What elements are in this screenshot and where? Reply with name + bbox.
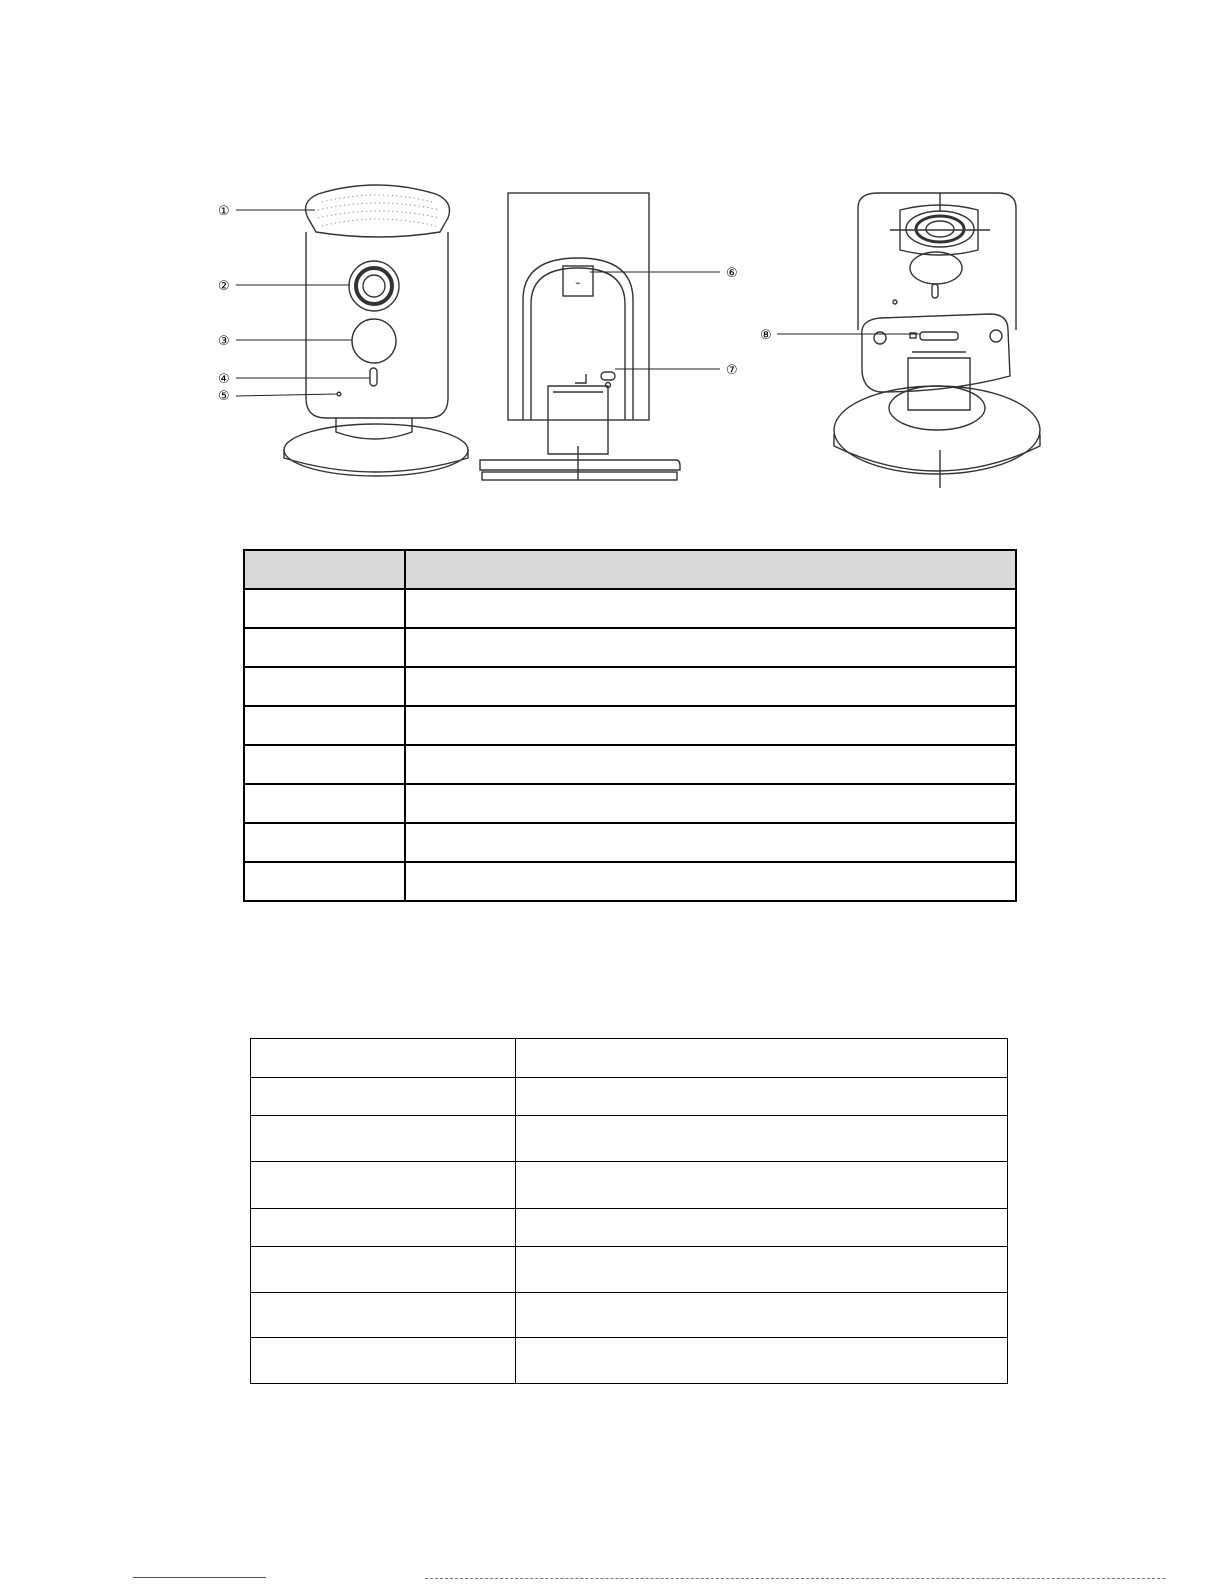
table-cell	[405, 745, 1016, 784]
table-cell	[405, 862, 1016, 901]
header-cell	[244, 550, 405, 589]
table-cell	[244, 667, 405, 706]
table-cell	[251, 1078, 516, 1116]
table-cell	[244, 589, 405, 628]
table-row	[251, 1039, 1008, 1078]
table-cell	[405, 784, 1016, 823]
table-row	[251, 1209, 1008, 1247]
callout-2: ②	[218, 279, 230, 294]
table-cell	[244, 784, 405, 823]
table-row	[251, 1338, 1008, 1384]
table-row	[244, 745, 1016, 784]
table-row	[244, 706, 1016, 745]
table-row	[251, 1078, 1008, 1116]
table-row	[244, 823, 1016, 862]
table-cell	[251, 1293, 516, 1338]
table-cell	[251, 1039, 516, 1078]
table-cell	[516, 1209, 1008, 1247]
table-cell	[244, 823, 405, 862]
table-cell	[516, 1162, 1008, 1209]
table-cell	[251, 1247, 516, 1293]
table-cell	[244, 862, 405, 901]
table-cell	[251, 1162, 516, 1209]
table-row	[251, 1162, 1008, 1209]
back-view-camera	[480, 193, 680, 480]
specs-table	[250, 1038, 1008, 1384]
table-cell	[405, 706, 1016, 745]
table-cell	[516, 1293, 1008, 1338]
table-cell	[251, 1116, 516, 1162]
table-cell	[516, 1078, 1008, 1116]
callout-7: ⑦	[726, 363, 738, 378]
table-row	[251, 1116, 1008, 1162]
table-row	[244, 628, 1016, 667]
table-cell	[405, 628, 1016, 667]
parts-table	[243, 549, 1017, 902]
table-cell	[251, 1338, 516, 1384]
table-row	[244, 667, 1016, 706]
table-row	[251, 1293, 1008, 1338]
table-cell	[244, 706, 405, 745]
table-cell	[516, 1338, 1008, 1384]
table-row	[251, 1247, 1008, 1293]
callout-5: ⑤	[218, 389, 230, 404]
table-cell	[405, 823, 1016, 862]
front-view-camera	[284, 185, 468, 476]
table-cell	[516, 1039, 1008, 1078]
table-cell	[405, 667, 1016, 706]
table-row	[244, 784, 1016, 823]
table-row	[244, 862, 1016, 901]
table-row	[244, 589, 1016, 628]
footer-link-underline	[133, 1577, 266, 1578]
tilted-view-camera	[834, 193, 1040, 488]
footer-divider	[425, 1578, 1165, 1579]
table-cell	[516, 1116, 1008, 1162]
callout-8: ⑧	[760, 328, 772, 343]
svg-text:⌁: ⌁	[575, 278, 581, 288]
table-cell	[244, 745, 405, 784]
callout-4: ④	[218, 372, 230, 387]
camera-parts-figure	[0, 0, 1225, 510]
table-cell	[244, 628, 405, 667]
callout-1: ①	[218, 204, 230, 219]
callout-6: ⑥	[726, 266, 738, 281]
table-cell	[405, 589, 1016, 628]
header-cell	[405, 550, 1016, 589]
callout-3: ③	[218, 334, 230, 349]
table-cell	[516, 1247, 1008, 1293]
parts-table-header	[244, 550, 1016, 589]
table-cell	[251, 1209, 516, 1247]
